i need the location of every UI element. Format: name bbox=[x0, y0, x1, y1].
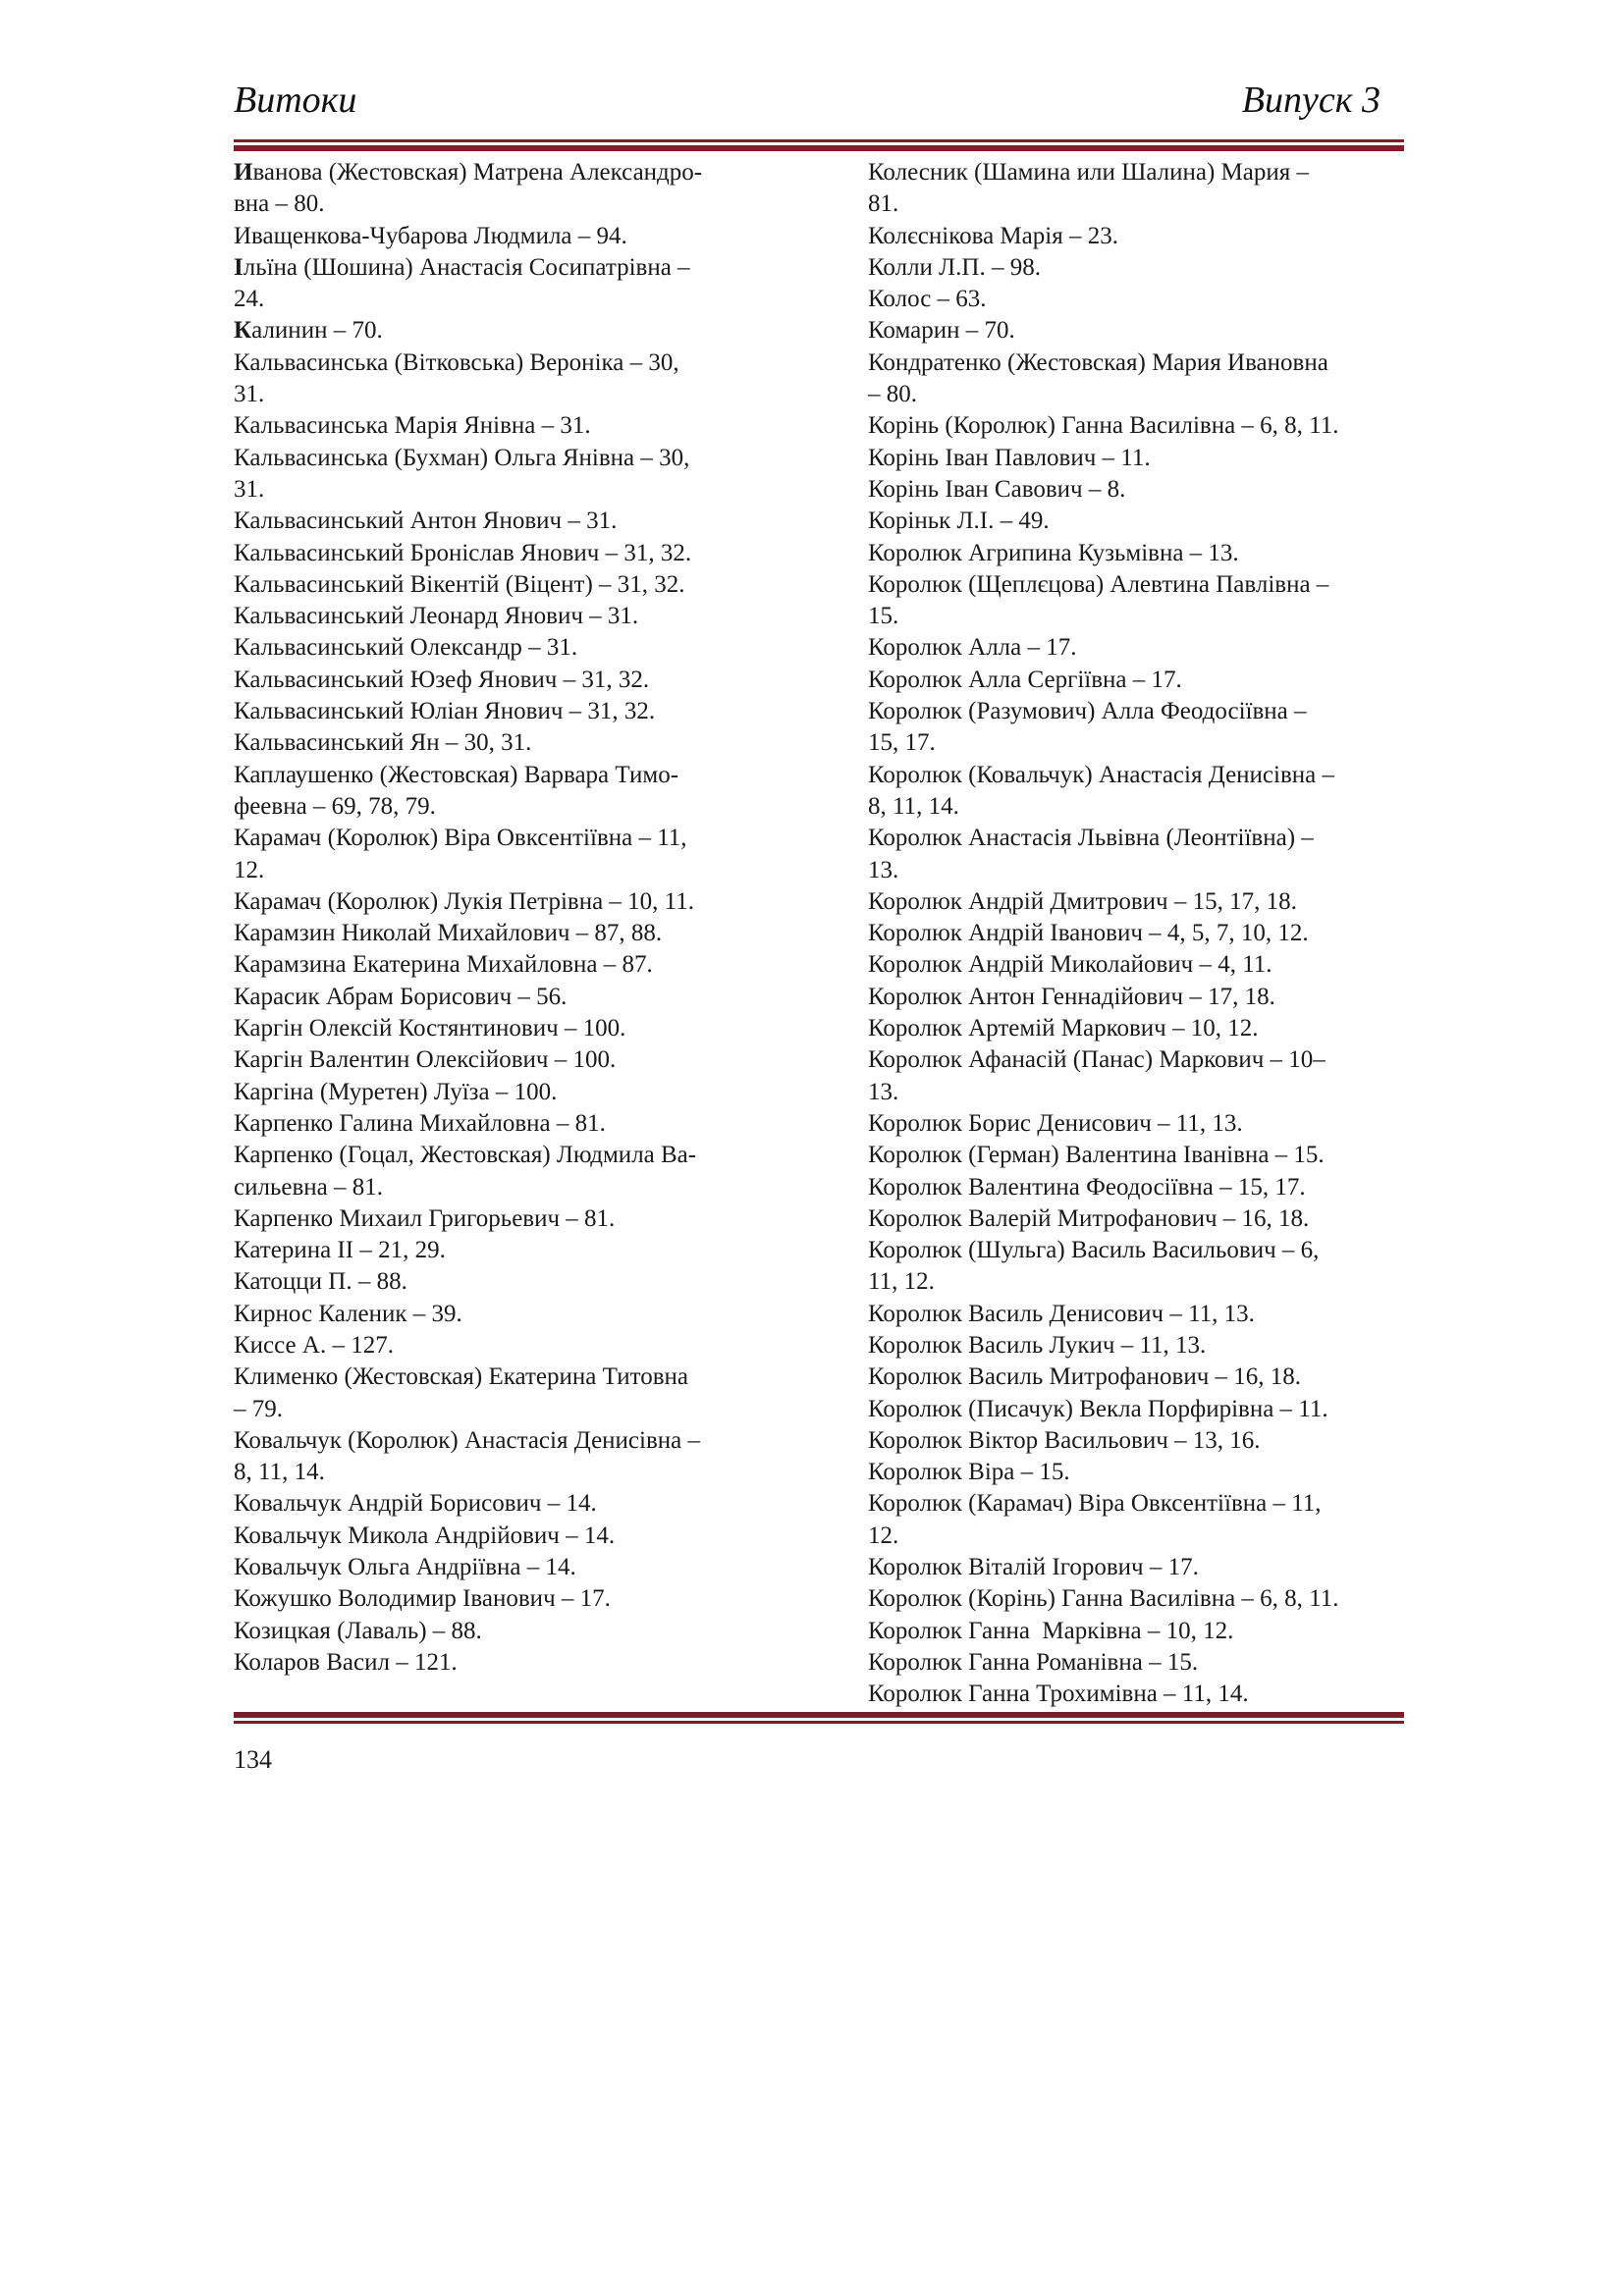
index-entry-line bbox=[234, 1394, 769, 1425]
index-entry-line bbox=[868, 1235, 1408, 1266]
index-entry-text: Королюк (Щеплєцова) Алевтина Павлівна – bbox=[868, 570, 1329, 598]
index-entry-text: 12. bbox=[234, 856, 265, 883]
index-entry-line bbox=[234, 1362, 769, 1393]
index-entry-line bbox=[868, 1362, 1408, 1393]
index-entry-text: Королюк Віктор Васильович – 13, 16. bbox=[868, 1426, 1261, 1454]
index-entry-text: Карамач (Королюк) Віра Овксентіївна – 11, bbox=[234, 825, 687, 852]
running-header-title: Витоки bbox=[234, 80, 357, 121]
index-letter-initial: К bbox=[234, 317, 252, 345]
index-entry-line bbox=[868, 1266, 1408, 1298]
index-entry-line bbox=[234, 379, 769, 410]
index-entry-text: Карасик Абрам Борисович – 56. bbox=[234, 983, 568, 1010]
index-entry-text: Королюк (Корінь) Ганна Василівна – 6, 8, 11. bbox=[868, 1585, 1339, 1613]
index-entry-line bbox=[234, 284, 769, 315]
index-entry-line bbox=[234, 506, 769, 537]
index-entry-text: Кожушко Володимир Іванович – 17. bbox=[234, 1585, 611, 1613]
index-entry-line bbox=[868, 1172, 1408, 1203]
index-entry-text: 81. bbox=[868, 190, 899, 218]
index-entry-text: Ковальчук (Королюк) Анастасія Денисівна – bbox=[234, 1426, 700, 1454]
index-entry-text: Кальвасинський Олександр – 31. bbox=[234, 634, 578, 662]
index-entry-line bbox=[868, 1330, 1408, 1362]
index-entry-text: алинин – 70. bbox=[251, 317, 383, 345]
index-entry-line bbox=[868, 1013, 1408, 1044]
index-entry-text: ванова (Жестовская) Матрена Александро- bbox=[252, 159, 703, 186]
index-entry-text: 12. bbox=[868, 1522, 899, 1549]
index-entry-line bbox=[868, 1425, 1408, 1457]
index-entry-line bbox=[868, 1394, 1408, 1425]
index-entry-line bbox=[868, 1299, 1408, 1330]
index-entry-line bbox=[234, 188, 769, 220]
index-entry-text: Колли Л.П. – 98. bbox=[868, 253, 1041, 281]
index-entry-line bbox=[234, 727, 769, 759]
index-entry-text: Колос – 63. bbox=[868, 286, 987, 313]
index-entry-line bbox=[868, 1679, 1408, 1710]
index-entry-text: Королюк Василь Лукич – 11, 13. bbox=[868, 1331, 1207, 1359]
index-entry-line bbox=[868, 221, 1408, 252]
index-entry-line bbox=[868, 791, 1408, 823]
index-entry-text: Королюк Артемій Маркович – 10, 12. bbox=[868, 1015, 1259, 1042]
index-entry-line bbox=[234, 347, 769, 379]
index-entry-text: Королюк Віталій Ігорович – 17. bbox=[868, 1554, 1199, 1581]
index-entry-text: Королюк Андрій Миколайович – 4, 11. bbox=[868, 951, 1272, 979]
index-entry-text: Кальвасинський Антон Янович – 31. bbox=[234, 507, 618, 535]
index-entry-line bbox=[868, 1647, 1408, 1679]
index-entry-line bbox=[868, 1203, 1408, 1235]
index-entry-text: Королюк Ганна Трохимівна – 11, 14. bbox=[868, 1681, 1249, 1708]
index-entry-text: Королюк Андрій Дмитрович – 15, 17, 18. bbox=[868, 887, 1297, 915]
index-entry-text: Королюк Василь Митрофанович – 16, 18. bbox=[868, 1363, 1302, 1391]
index-entry-line bbox=[234, 1172, 769, 1203]
index-entry-text: Карпенко (Гоцал, Жестовская) Людмила Ва- bbox=[234, 1142, 697, 1169]
index-entry-line bbox=[868, 982, 1408, 1013]
index-column-right bbox=[868, 157, 1408, 1711]
index-entry-line bbox=[234, 221, 769, 252]
index-entry-text: Кальвасинська (Вітковська) Вероніка – 30, bbox=[234, 348, 679, 376]
index-entry-line bbox=[868, 632, 1408, 664]
index-entry-line bbox=[868, 855, 1408, 886]
index-entry-line bbox=[234, 1235, 769, 1266]
index-entry-text: Колєснікова Марія – 23. bbox=[868, 222, 1118, 249]
index-entry-text: 11, 12. bbox=[868, 1268, 935, 1296]
index-entry-line bbox=[868, 252, 1408, 284]
index-entry-line bbox=[868, 410, 1408, 442]
index-entry-text: сильевна – 81. bbox=[234, 1173, 383, 1201]
index-entry-line bbox=[234, 1488, 769, 1520]
index-column-left bbox=[234, 157, 769, 1679]
index-entry-line bbox=[868, 760, 1408, 791]
index-entry-text: Королюк Агрипина Кузьмівна – 13. bbox=[868, 539, 1239, 566]
index-entry-line bbox=[234, 1044, 769, 1076]
index-entry-line bbox=[234, 538, 769, 569]
index-entry-text: Кальвасинський Юліан Янович – 31, 32. bbox=[234, 698, 656, 725]
index-entry-line bbox=[234, 855, 769, 886]
index-entry-line bbox=[234, 949, 769, 981]
index-entry-text: Коріньк Л.І. – 49. bbox=[868, 507, 1050, 535]
index-entry-line bbox=[868, 1140, 1408, 1171]
index-entry-line bbox=[234, 1521, 769, 1552]
index-entry-line bbox=[234, 252, 769, 284]
index-entry-text: Каргін Олексій Костянтинович – 100. bbox=[234, 1015, 626, 1042]
index-entry-text: 13. bbox=[868, 1078, 899, 1105]
index-entry-text: – 79. bbox=[234, 1395, 283, 1422]
index-entry-line bbox=[234, 601, 769, 632]
index-entry-line bbox=[234, 1583, 769, 1615]
index-entry-text: Корінь (Королюк) Ганна Василівна – 6, 8, 11. bbox=[868, 412, 1339, 440]
index-entry-text: Катоцци П. – 88. bbox=[234, 1268, 407, 1296]
index-entry-text: 8, 11, 14. bbox=[868, 792, 959, 820]
index-entry-line bbox=[868, 886, 1408, 918]
index-entry-line bbox=[868, 443, 1408, 474]
index-entry-text: Королюк (Герман) Валентина Іванівна – 15. bbox=[868, 1142, 1325, 1169]
index-entry-line bbox=[868, 1616, 1408, 1647]
index-entry-text: 31. bbox=[234, 381, 265, 408]
index-entry-text: Карамзина Екатерина Михайловна – 87. bbox=[234, 951, 653, 979]
index-entry-text: Козицкая (Лаваль) – 88. bbox=[234, 1617, 482, 1644]
index-entry-text: Кальвасинська (Бухман) Ольга Янівна – 30, bbox=[234, 444, 690, 471]
index-entry-line bbox=[868, 1108, 1408, 1140]
index-entry-text: Королюк Афанасій (Панас) Маркович – 10– bbox=[868, 1046, 1326, 1074]
index-entry-text: Кондратенко (Жестовская) Мария Ивановна bbox=[868, 348, 1328, 376]
index-entry-line bbox=[234, 315, 769, 347]
index-entry-text: Королюк (Разумович) Алла Феодосіївна – bbox=[868, 698, 1307, 725]
index-entry-line bbox=[868, 569, 1408, 601]
index-entry-text: Кальвасинська Марія Янівна – 31. bbox=[234, 412, 591, 440]
index-entry-text: Кальвасинський Леонард Янович – 31. bbox=[234, 603, 639, 630]
index-entry-text: Кальвасинський Ян – 30, 31. bbox=[234, 729, 532, 757]
index-entry-line bbox=[234, 760, 769, 791]
index-entry-text: Колесник (Шамина или Шалина) Мария – bbox=[868, 159, 1309, 186]
index-entry-line bbox=[234, 1140, 769, 1171]
index-entry-text: Кирнос Каленик – 39. bbox=[234, 1300, 462, 1327]
index-entry-line bbox=[234, 569, 769, 601]
index-entry-text: Королюк Алла Сергіївна – 17. bbox=[868, 666, 1182, 693]
index-entry-line bbox=[868, 696, 1408, 727]
index-entry-line bbox=[868, 665, 1408, 696]
index-entry-text: Королюк Валентина Феодосіївна – 15, 17. bbox=[868, 1173, 1306, 1201]
index-entry-line bbox=[234, 1299, 769, 1330]
index-entry-line bbox=[868, 601, 1408, 632]
index-letter-initial: И bbox=[234, 159, 253, 186]
index-entry-line bbox=[234, 157, 769, 188]
index-entry-text: Иващенкова-Чубарова Людмила – 94. bbox=[234, 222, 627, 249]
index-entry-text: 13. bbox=[868, 856, 899, 883]
index-entry-line bbox=[868, 538, 1408, 569]
index-entry-line bbox=[868, 347, 1408, 379]
index-entry-line bbox=[234, 696, 769, 727]
index-entry-text: Королюк Ганна Марківна – 10, 12. bbox=[868, 1617, 1234, 1644]
index-entry-text: Королюк (Писачук) Векла Порфирівна – 11. bbox=[868, 1395, 1328, 1422]
index-entry-text: Королюк (Шульга) Василь Васильович – 6, bbox=[868, 1237, 1320, 1264]
index-entry-text: феевна – 69, 78, 79. bbox=[234, 792, 436, 820]
index-entry-text: Карамзин Николай Михайлович – 87, 88. bbox=[234, 920, 663, 947]
index-entry-line bbox=[868, 949, 1408, 981]
index-entry-line bbox=[234, 1266, 769, 1298]
index-entry-line bbox=[234, 1077, 769, 1108]
index-entry-line bbox=[868, 1552, 1408, 1583]
index-entry-text: Королюк Валерій Митрофанович – 16, 18. bbox=[868, 1204, 1310, 1232]
index-entry-line bbox=[234, 1108, 769, 1140]
index-entry-text: Королюк Андрій Іванович – 4, 5, 7, 10, 12. bbox=[868, 920, 1309, 947]
index-entry-text: Королюк Василь Денисович – 11, 13. bbox=[868, 1300, 1255, 1327]
index-entry-line bbox=[234, 791, 769, 823]
index-entry-line bbox=[868, 727, 1408, 759]
index-entry-text: Кальвасинський Вікентій (Віцент) – 31, 32. bbox=[234, 570, 685, 598]
index-entry-text: Каплаушенко (Жестовская) Варвара Тимо- bbox=[234, 761, 679, 788]
index-entry-text: Каргіна (Муретен) Луїза – 100. bbox=[234, 1078, 558, 1105]
index-entry-text: Киссе А. – 127. bbox=[234, 1331, 394, 1359]
index-entry-text: Ковальчук Ольга Андріївна – 14. bbox=[234, 1554, 576, 1581]
index-entry-text: Королюк Антон Геннадійович – 17, 18. bbox=[868, 983, 1275, 1010]
index-entry-text: Ковальчук Микола Андрійович – 14. bbox=[234, 1522, 616, 1549]
index-entry-text: Комарин – 70. bbox=[868, 317, 1015, 345]
index-entry-text: 15, 17. bbox=[868, 729, 936, 757]
index-entry-line bbox=[234, 1616, 769, 1647]
index-entry-line bbox=[234, 1552, 769, 1583]
index-entry-text: Корінь Іван Савович – 8. bbox=[868, 475, 1126, 503]
index-entry-text: 31. bbox=[234, 475, 265, 503]
index-entry-text: Каргін Валентин Олексійович – 100. bbox=[234, 1046, 617, 1074]
index-entry-line bbox=[234, 1457, 769, 1488]
index-entry-text: Кальвасинський Юзеф Янович – 31, 32. bbox=[234, 666, 650, 693]
index-entry-text: Королюк Віра – 15. bbox=[868, 1459, 1070, 1486]
index-entry-text: 24. bbox=[234, 286, 265, 313]
index-entry-line bbox=[868, 379, 1408, 410]
index-entry-text: Карпенко Галина Михайловна – 81. bbox=[234, 1109, 606, 1137]
index-entry-text: Карамач (Королюк) Лукія Петрівна – 10, 11. bbox=[234, 887, 695, 915]
index-entry-text: 8, 11, 14. bbox=[234, 1459, 325, 1486]
index-entry-line bbox=[868, 284, 1408, 315]
index-entry-text: Карпенко Михаил Григорьевич – 81. bbox=[234, 1204, 616, 1232]
index-entry-line bbox=[234, 443, 769, 474]
index-entry-text: Королюк Алла – 17. bbox=[868, 634, 1077, 662]
index-entry-line bbox=[234, 1425, 769, 1457]
index-entry-line bbox=[234, 665, 769, 696]
index-entry-line bbox=[234, 886, 769, 918]
index-entry-line bbox=[868, 1583, 1408, 1615]
index-entry-line bbox=[868, 1077, 1408, 1108]
index-entry-line bbox=[868, 1044, 1408, 1076]
index-entry-line bbox=[868, 1488, 1408, 1520]
index-entry-line bbox=[234, 823, 769, 854]
index-entry-line bbox=[868, 1521, 1408, 1552]
page-number: 134 bbox=[234, 1745, 272, 1774]
index-entry-text: 15. bbox=[868, 603, 899, 630]
index-entry-line bbox=[234, 982, 769, 1013]
index-entry-text: Королюк Борис Денисович – 11, 13. bbox=[868, 1109, 1243, 1137]
index-entry-line bbox=[234, 1203, 769, 1235]
index-entry-text: Коларов Васил – 121. bbox=[234, 1648, 458, 1676]
index-entry-text: – 80. bbox=[868, 381, 917, 408]
index-entry-line bbox=[868, 188, 1408, 220]
index-entry-text: Королюк Анастасія Львівна (Леонтіївна) – bbox=[868, 825, 1314, 852]
footer-divider bbox=[234, 1712, 1404, 1724]
index-entry-text: Корінь Іван Павлович – 11. bbox=[868, 444, 1151, 471]
index-entry-line bbox=[868, 474, 1408, 506]
index-entry-text: Кальвасинський Броніслав Янович – 31, 32. bbox=[234, 539, 692, 566]
index-entry-line bbox=[868, 1457, 1408, 1488]
index-entry-text: Королюк (Карамач) Віра Овксентіївна – 11, bbox=[868, 1490, 1322, 1518]
running-header-issue: Випуск 3 bbox=[1241, 80, 1380, 121]
index-entry-text: Королюк (Ковальчук) Анастасія Денисівна – bbox=[868, 761, 1334, 788]
index-entry-line bbox=[868, 918, 1408, 949]
index-entry-line bbox=[868, 157, 1408, 188]
index-entry-text: Клименко (Жестовская) Екатерина Титовна bbox=[234, 1363, 689, 1391]
index-entry-text: вна – 80. bbox=[234, 190, 325, 218]
index-entry-line bbox=[234, 1647, 769, 1679]
index-entry-line bbox=[234, 918, 769, 949]
index-entry-line bbox=[234, 410, 769, 442]
index-entry-line bbox=[234, 1330, 769, 1362]
index-letter-initial: І bbox=[234, 253, 244, 281]
index-entry-text: льїна (Шошина) Анастасія Сосипатрівна – bbox=[243, 253, 690, 281]
index-entry-line bbox=[234, 632, 769, 664]
index-entry-line bbox=[234, 474, 769, 506]
index-entry-line bbox=[868, 506, 1408, 537]
index-entry-line bbox=[868, 315, 1408, 347]
index-entry-line bbox=[868, 823, 1408, 854]
index-entry-text: Ковальчук Андрій Борисович – 14. bbox=[234, 1490, 597, 1518]
index-entry-text: Катерина ІІ – 21, 29. bbox=[234, 1237, 446, 1264]
index-entry-line bbox=[234, 1013, 769, 1044]
header-divider bbox=[234, 139, 1404, 151]
index-entry-text: Королюк Ганна Романівна – 15. bbox=[868, 1648, 1199, 1676]
